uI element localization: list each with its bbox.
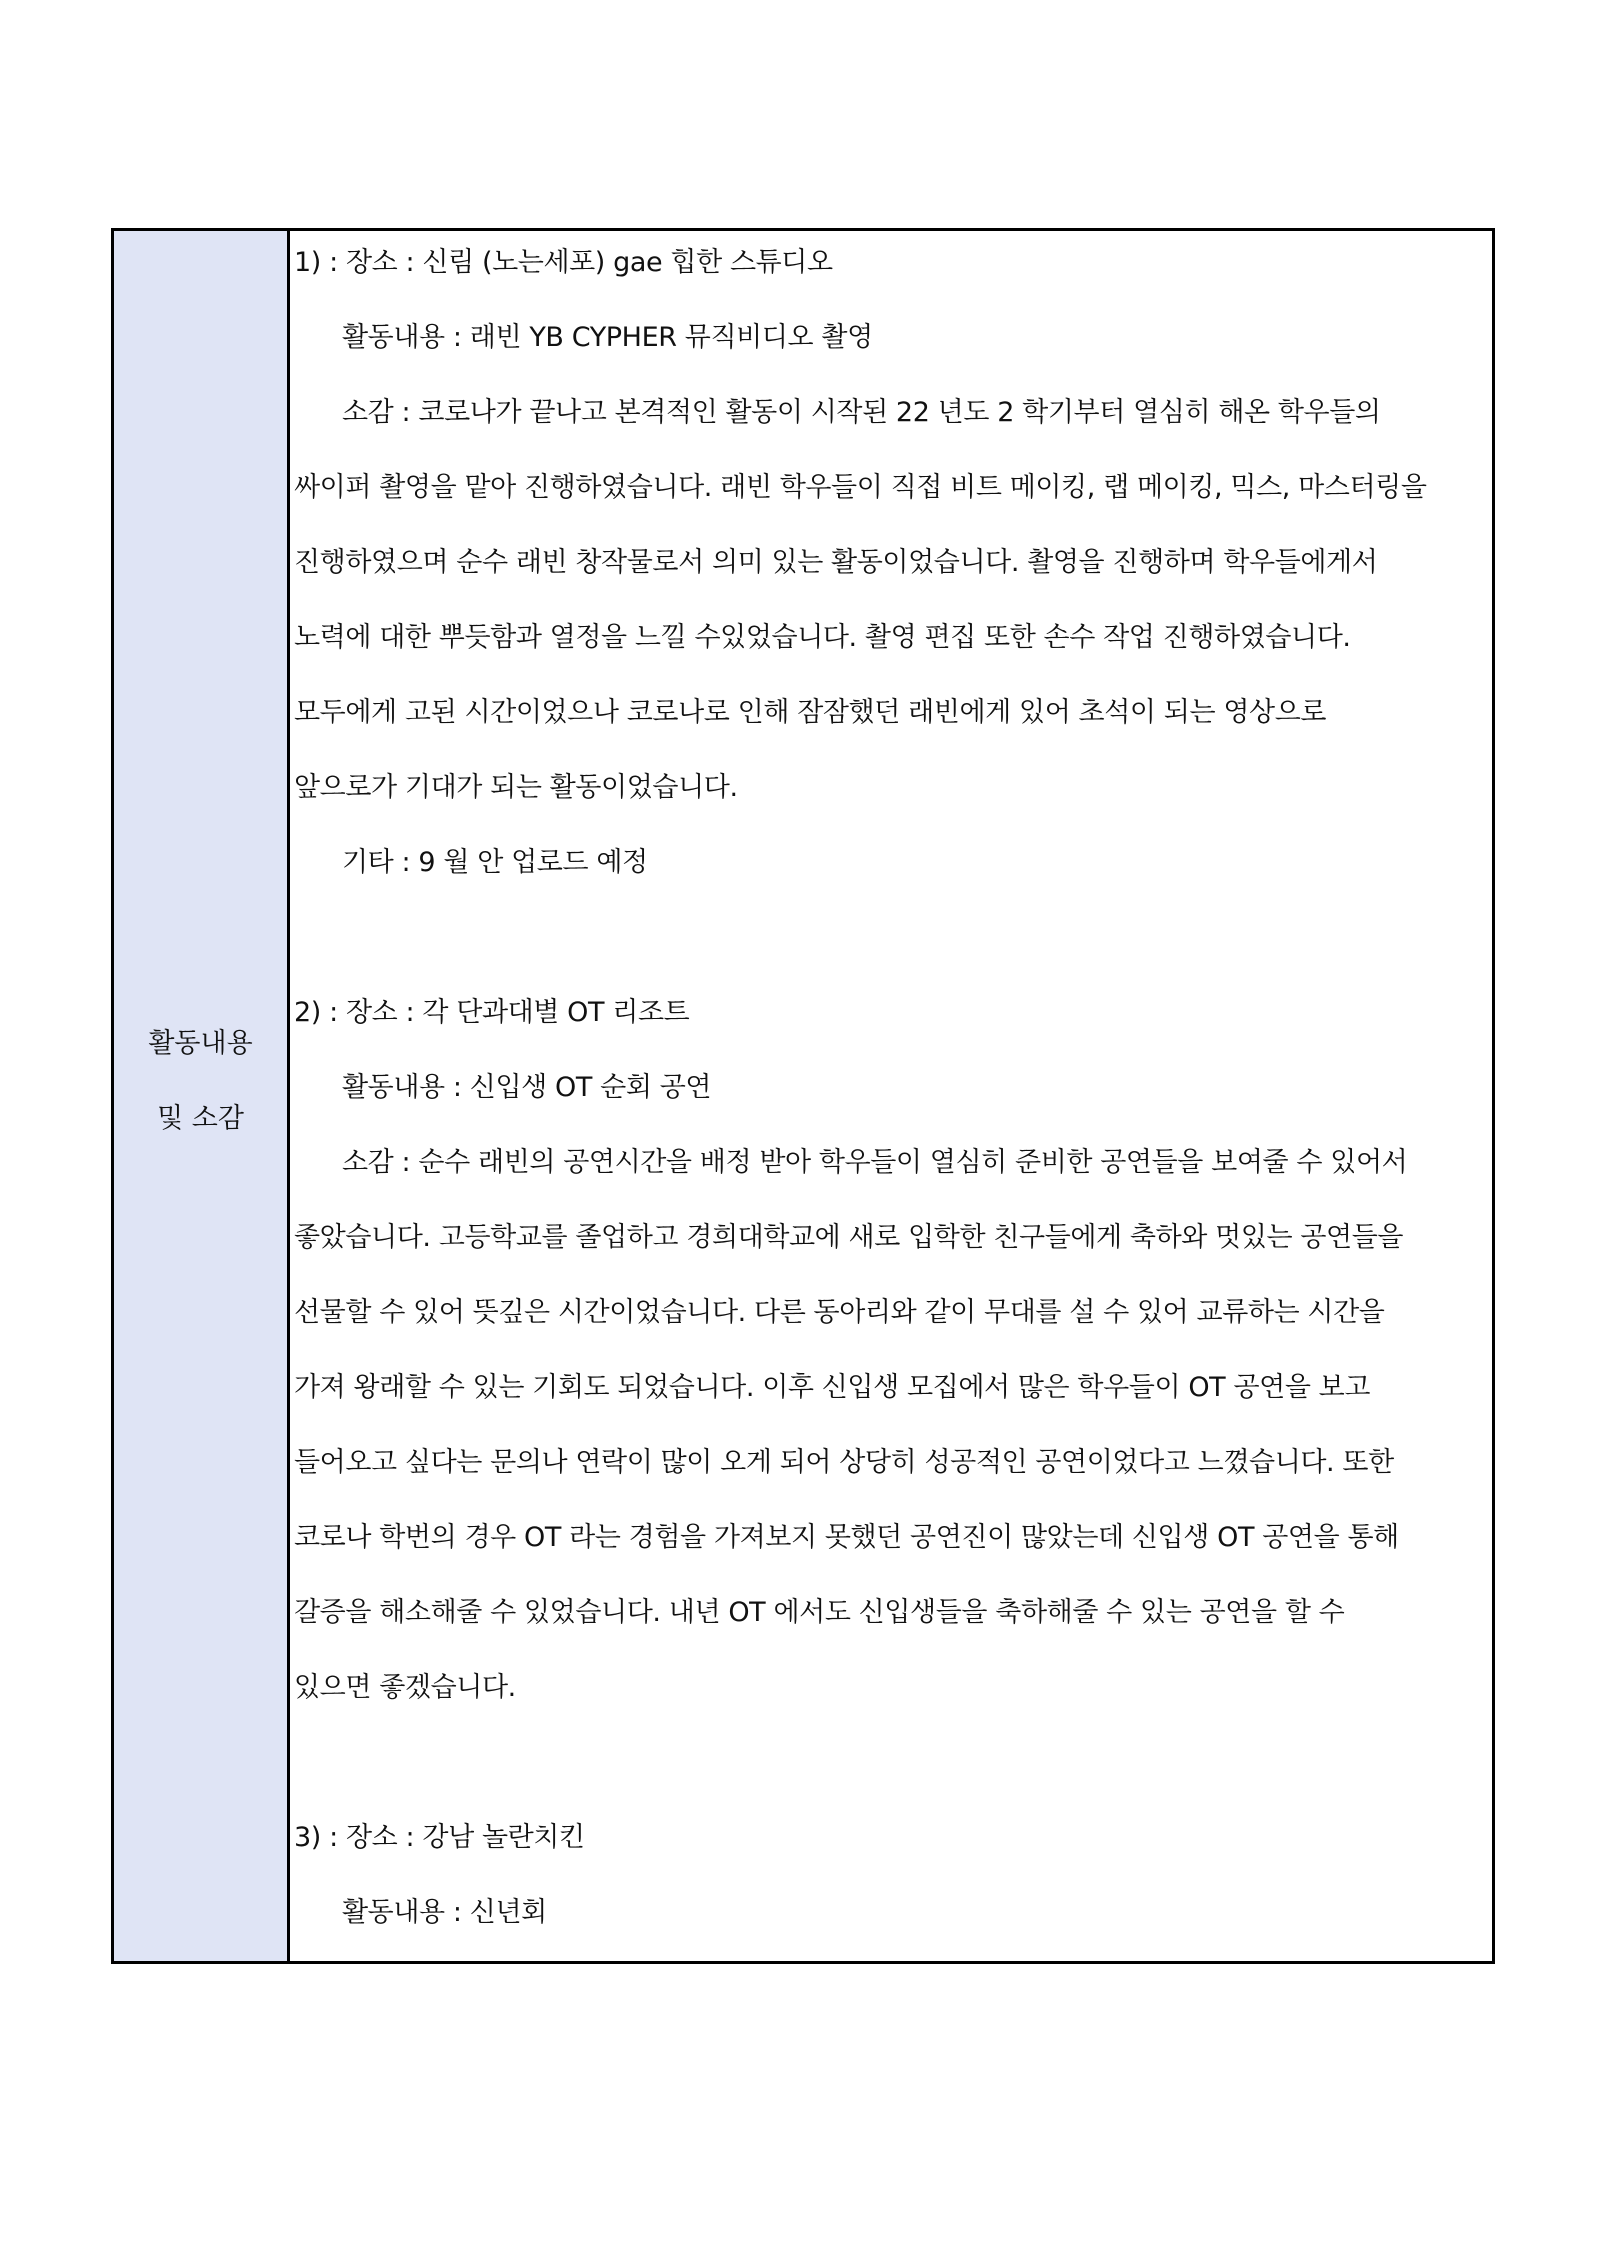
section-2-activity: 활동내용 : 신입생 OT 순회 공연: [342, 1072, 712, 1103]
section-2-review-line: 좋았습니다. 고등학교를 졸업하고 경희대학교에 새로 입학한 친구들에게 축하와 멋있는 공연들을: [294, 1222, 1404, 1253]
label-line-2: 및 소감: [157, 1103, 244, 1134]
section-2: [294, 987, 1488, 1737]
section-1-etc: 기타 : 9 월 안 업로드 예정: [342, 847, 648, 878]
spacer: [294, 1737, 1488, 1812]
section-1-heading: 1) : 장소 : 신림 (노는세포) gae 힙한 스튜디오: [294, 247, 833, 278]
section-2-review-line: 갈증을 해소해줄 수 있었습니다. 내년 OT 에서도 신입생들을 축하해줄 수 있는 공연을 할 수: [294, 1597, 1345, 1628]
label-cell: [114, 231, 290, 1961]
section-3-activity: 활동내용 : 신년회: [342, 1897, 547, 1928]
section-3-heading: 3) : 장소 : 강남 놀란치킨: [294, 1822, 585, 1853]
section-2-review-line: 코로나 학번의 경우 OT 라는 경험을 가져보지 못했던 공연진이 많았는데 신입생 OT 공연을 통해: [294, 1522, 1399, 1553]
section-1-review-line: 노력에 대한 뿌듯함과 열정을 느낄 수있었습니다. 촬영 편집 또한 손수 작업 진행하였습니다.: [294, 622, 1351, 653]
section-1-review-line: 싸이퍼 촬영을 맡아 진행하였습니다. 래빈 학우들이 직접 비트 메이킹, 랩 메이킹, 믹스, 마스터링을: [294, 472, 1427, 503]
section-2-review-line: 소감 : 순수 래빈의 공연시간을 배정 받아 학우들이 열심히 준비한 공연들을 보여줄 수 있어서: [342, 1147, 1408, 1178]
section-1-activity: 활동내용 : 래빈 YB CYPHER 뮤직비디오 촬영: [342, 322, 873, 353]
section-2-review-line: 선물할 수 있어 뜻깊은 시간이었습니다. 다른 동아리와 같이 무대를 설 수 있어 교류하는 시간을: [294, 1297, 1385, 1328]
section-2-review-line: 들어오고 싶다는 문의나 연락이 많이 오게 되어 상당히 성공적인 공연이었다고 느꼈습니다. 또한: [294, 1447, 1394, 1478]
section-1-review-line: 앞으로가 기대가 되는 활동이었습니다.: [294, 772, 738, 803]
section-2-review-line: 가져 왕래할 수 있는 기회도 되었습니다. 이후 신입생 모집에서 많은 학우들이 OT 공연을 보고: [294, 1372, 1371, 1403]
section-1-review-line: 소감 : 코로나가 끝나고 본격적인 활동이 시작된 22 년도 2 학기부터 열심히 해온 학우들의: [342, 397, 1381, 428]
content-cell: [290, 231, 1492, 1961]
section-2-heading: 2) : 장소 : 각 단과대별 OT 리조트: [294, 997, 690, 1028]
section-1-review-line: 모두에게 고된 시간이었으나 코로나로 인해 잠잠했던 래빈에게 있어 초석이 되는 영상으로: [294, 697, 1327, 728]
label-line-1: 활동내용: [148, 1028, 253, 1059]
section-1: [294, 237, 1488, 912]
section-2-review-line: 있으면 좋겠습니다.: [294, 1672, 516, 1703]
section-3: [294, 1812, 1488, 1961]
report-table: [111, 228, 1495, 1964]
section-1-review-line: 진행하였으며 순수 래빈 창작물로서 의미 있는 활동이었습니다. 촬영을 진행하며 학우들에게서: [294, 547, 1378, 578]
spacer: [294, 912, 1488, 987]
